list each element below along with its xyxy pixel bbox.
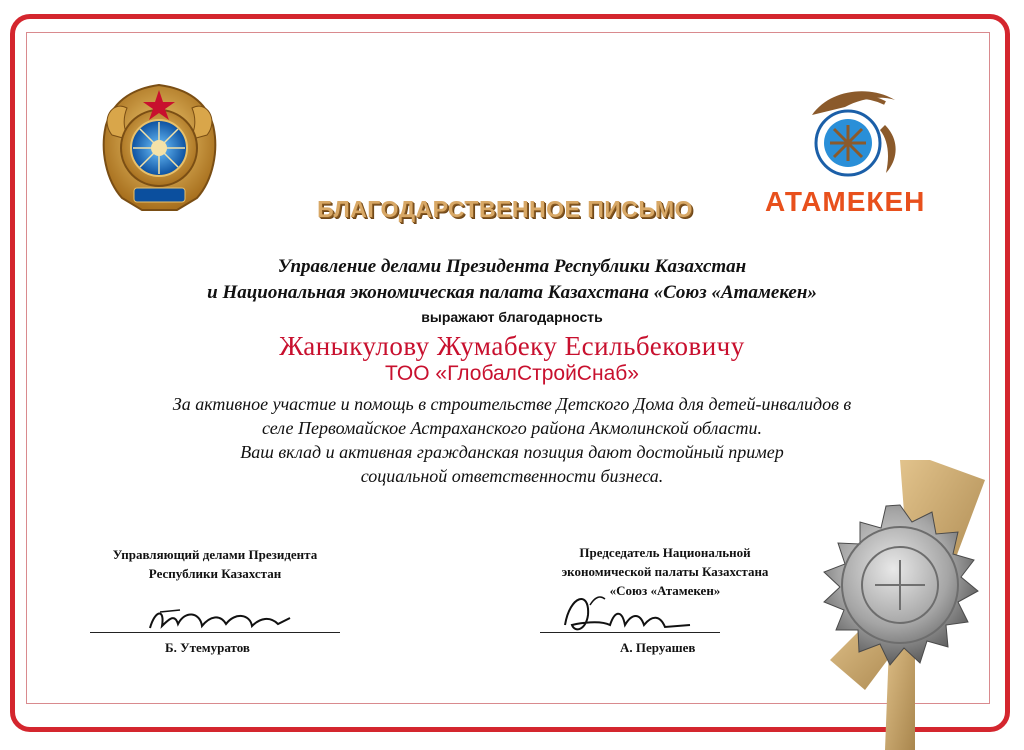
organization-line-2: и Национальная экономическая палата Казахстана «Союз «Атамекен» — [207, 282, 817, 303]
right-signatory-name: А. Перуашев — [620, 640, 696, 655]
left-signatory-title — [90, 545, 340, 583]
body-text-line: За активное участие и помощь в строительстве Детского Дома для детей-инвалидов в — [172, 394, 852, 414]
left-signature-line — [90, 632, 340, 633]
signatory-title-line: Республики Казахстан — [148, 566, 282, 581]
body-text-line: селе Первомайское Астраханского района Акмолинской области. — [261, 418, 763, 438]
kazakhstan-emblem-icon — [92, 80, 227, 215]
signatory-title-line: «Союз «Атамекен» — [609, 583, 721, 598]
left-signature-icon — [140, 600, 300, 640]
atameken-logo-icon — [790, 85, 910, 185]
signatory-title-line: экономической палаты Казахстана — [561, 564, 769, 579]
atameken-logo-text: АТАМЕКЕН — [765, 186, 926, 217]
organization-line-1: Управление делами Президента Республики Казахстан — [277, 256, 747, 277]
seal-with-ribbon-icon — [790, 460, 1020, 750]
signatory-title-line: Председатель Национальной — [579, 545, 751, 560]
document-title: БЛАГОДАРСТВЕННОЕ ПИСЬМО — [317, 196, 693, 222]
recipient-company: ТОО «ГлобалСтройСнаб» — [385, 362, 639, 385]
body-text-line: Ваш вклад и активная гражданская позиция дают достойный пример — [240, 442, 784, 462]
left-signatory-name: Б. Утемуратов — [165, 640, 250, 655]
right-signature-icon — [560, 585, 700, 645]
right-signature-line — [540, 632, 720, 633]
recipient-name: Жаныкулову Жумабеку Есильбековичу — [279, 331, 745, 361]
body-text-line: социальной ответственности бизнеса. — [360, 466, 664, 486]
expression-text: выражают благодарность — [421, 309, 603, 325]
signatory-title-line: Управляющий делами Президента — [112, 547, 318, 562]
